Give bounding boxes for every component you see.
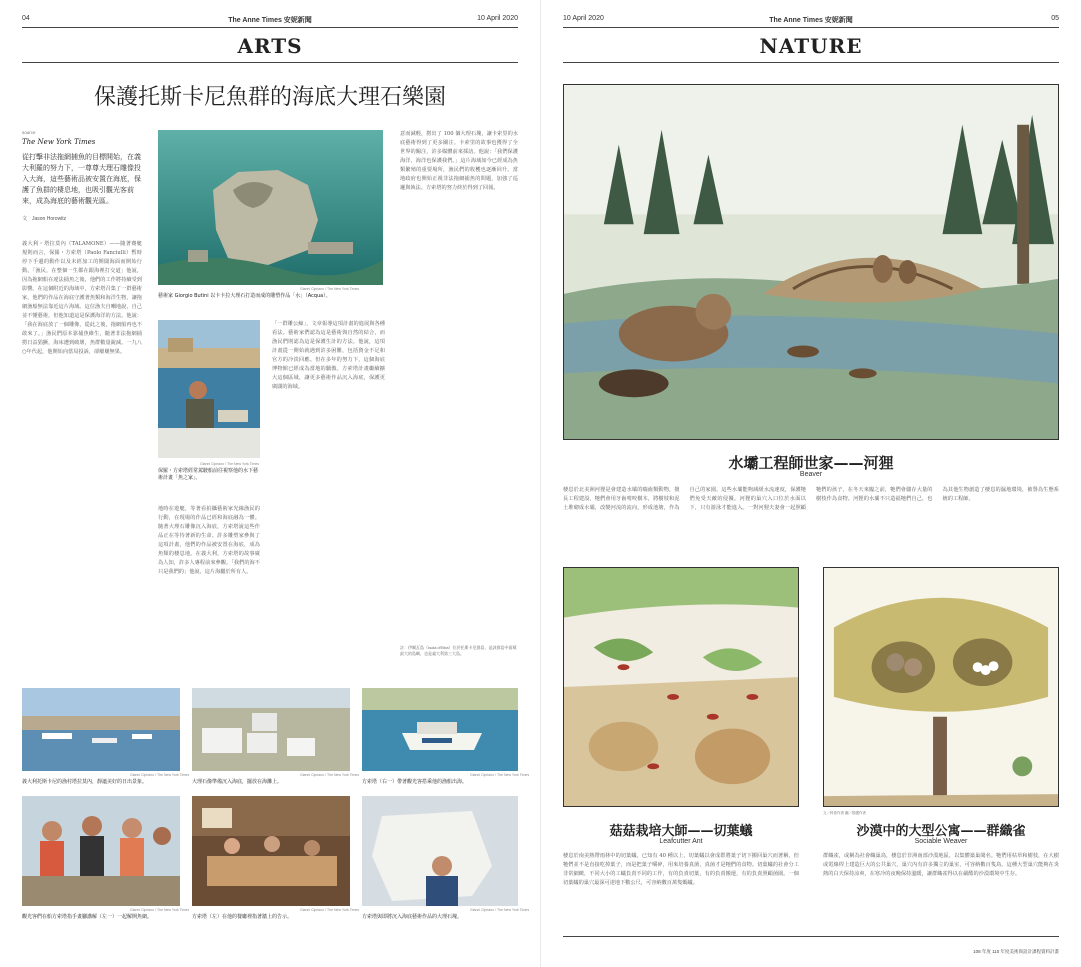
- header-rule: [563, 27, 1059, 28]
- section-title: ARTS: [237, 34, 303, 58]
- photo-credit: Gianni Cipriano / The New York Times: [200, 462, 260, 466]
- body-column-4: 意而減輕，撈出了 100 個大理石塊，讓卡索里的水底藝術得到了更多關注。卡索里的故事也獲得了全世界的關注，許多媒體前來採訪。他說：「我們保護海洋，海洋也保護我們。」這片海域如今已經成為魚類繁殖的重要場所，漁民們的收穫也逐漸回升。當地政府也開始正視非法拖網捕魚的問題，加強了巡邏與執法。方索塔的努力終於得到了回報。: [400, 131, 518, 191]
- photo-caption: 保羅・方索塔經常駕駛船前往視察他的水下藝術計畫「魚之家」。: [158, 468, 259, 481]
- section-rule: [22, 62, 518, 63]
- weaver-title: 沙漠中的大型公寓——群織雀: [856, 824, 1026, 839]
- photo-caption: 方索塔（右一）帶著觀光客搭乘他的漁船出海。: [362, 779, 468, 785]
- beaver-illustration: [563, 84, 1059, 440]
- body-column-2: 地時在遊艇，等著看拍攝藝術家光線漁民的行動，在現場的作品已經和海底融為一體。隨著大理石雕像沉入海底，方索塔說這些作品正在等待著新的生命。許多雕塑家參與了這項計畫，他們的作品被安置在海底，成為魚類的棲息地。在義大利，方索塔的故事廣為人知，許多人專程前來參觀。「我們的海不只是我們的」他說，這片海屬於所有人。: [158, 506, 260, 575]
- left-page: [0, 0, 540, 967]
- marble-block-man-photo: [362, 796, 518, 906]
- article-lead: 從打擊非法拖網捕魚的目標開始，在義大利羅的努力下，一尊尊大理石雕像投入大海，這些藝術品被安置在海底，保護了魚群的棲息地，也吸引觀光客前來，成為海底的藝術觀光區。: [22, 153, 141, 205]
- header-rule: [22, 27, 518, 28]
- footer-rule: [563, 936, 1059, 937]
- weaver-subtitle: Sociable Weaver: [914, 838, 968, 845]
- beaver-text: 棲息於北美洲河狸是會建造水壩的嚙齒類動物，擅長工程建設，牠們會用牙齒啃咬樹木，將樹枝和泥土堆砌成水壩，改變河流的流向，形成池塘，作為自己的家園。這些水壩能夠減緩水流速度，保護牠們免受天敵的侵擾。河狸的巢穴入口位於水面以下，只有游泳才能進入。一對河狸夫妻會一起照顧牠們的孩子，在冬天來臨之前，牠們會儲存大量的樹枝作為食物。河狸的水壩不只造福牠們自己，也為其他生物創造了棲息的濕地環境，被譽為生態系統的工程師。: [563, 487, 1059, 511]
- photo-credit: Gianni Cipriano / The New York Times: [130, 908, 190, 912]
- body-column-3: 「一群雕公鯨」，文章報導這項計畫的進展與各種看法。藝術家們認為這是藝術與自然的結合，而漁民們則認為這是保護生計的方法。他說，這項計畫從一開始就遇到許多困難，包括資金不足和官方的冷淡回應。但在多年的努力下，這個海底博物館已經成為當地的驕傲。方索塔計畫繼續擴大這個區域，讓更多藝術作品沉入海底，保護更廣闊的海域。: [272, 321, 385, 390]
- source-name: The New York Times: [22, 138, 96, 146]
- masthead: The Anne Times 安妮新聞: [228, 17, 312, 24]
- article-headline: 保護托斯卡尼魚群的海底大理石樂園: [93, 85, 446, 110]
- issue-date: 10 April 2020: [477, 15, 518, 22]
- beaver-title: 水壩工程師世家——河狸: [728, 454, 894, 472]
- ant-subtitle: Leafcutter Ant: [659, 838, 703, 845]
- section-rule: [563, 62, 1059, 63]
- photo-caption: 觀光客們在船方索塔指手畫腳講解（左一）一起解開魚網。: [22, 914, 153, 920]
- leafcutter-ant-illustration: [563, 567, 799, 807]
- page-footer: 108 年度 110 年度美術與設計課程資料計畫: [973, 949, 1059, 954]
- tour-boat-photo: [362, 688, 518, 771]
- photo-caption: 義大利托斯卡尼的漁村塔拉莫內，靜謐美好的日出景象。: [22, 779, 148, 785]
- footnote: 註：伊爾瓦島（Isola d'Elba）位於托斯卡尼群島，是該群島中面積最大的島嶼，也是義大利第三大島。: [400, 645, 517, 656]
- section-title: NATURE: [759, 34, 863, 58]
- photo-caption: 方索塔與即將沉入海底藝術作品的大理石塊。: [362, 914, 463, 920]
- photo-credit: Gianni Cipriano / The New York Times: [470, 908, 530, 912]
- ant-text: 棲息於南美熱帶雨林中的切葉蟻，已知有 40 種以上，切葉蟻以會成群將葉子切下搬回巢穴而著稱，但牠們並不是直接吃掉葉子，而是把葉子嚼碎，用來培養真菌，真菌才是牠們的食物。切葉蟻的社會分工非常細緻，不同大小的工蟻負責不同的工作，有的負責切葉，有的負責搬運，有的負責照顧菌園。一個切葉蟻的巢穴最深可達地下數公尺，可容納數百萬隻螞蟻。: [563, 853, 799, 886]
- issue-date: 10 April 2020: [563, 15, 604, 22]
- photo-caption: 大理石像準備沉入海底，擺放在海灘上。: [192, 779, 283, 785]
- byline: 文 Jason Horowitz: [22, 216, 67, 222]
- page-header: [22, 15, 518, 27]
- page-number: 05: [1051, 15, 1059, 22]
- sociable-weaver-illustration: [823, 567, 1059, 807]
- photo-credit: Gianni Cipriano / The New York Times: [300, 773, 360, 777]
- photo-credit: Gianni Cipriano / The New York Times: [300, 908, 360, 912]
- fisherman-boat-photo: [158, 320, 260, 458]
- ant-title: 菇菇栽培大師——切葉蟻: [609, 824, 753, 839]
- page-number: 04: [22, 15, 30, 22]
- masthead: The Anne Times 安妮新聞: [769, 17, 853, 24]
- marble-blocks-photo: [192, 688, 350, 771]
- photo-credit: Gianni Cipriano / The New York Times: [470, 773, 530, 777]
- beaver-subtitle: Beaver: [799, 471, 823, 478]
- weaver-text: 群織雀，或稱為社會織巢鳥，棲息於非洲南部沙漠地區，以集體築巢聞名。牠們用枯草和樹枝，在大樹或電線桿上建造巨大的公共巢穴，巢穴內有許多獨立的巢室，可容納數百隻鳥。這種大型巢穴能夠在炎熱的白天保持涼爽，在寒冷的夜晚保持溫暖，讓群織雀得以在嚴酷的沙漠環境中生存。: [823, 853, 1059, 877]
- source-label: source: [22, 130, 36, 135]
- photo-credit: Gianni Cipriano / The New York Times: [130, 773, 190, 777]
- photo-caption: 方索塔（左）在他的餐廳裡指著牆上的告示。: [192, 914, 293, 920]
- page-header: [563, 15, 1059, 27]
- body-column-1: 義大利・塔拉莫內（TALAMONE）——隨著賽艇規則而言，保羅・方索塔（Paolo Fanciulli）暫時停下手邊的動作以及未經加工的開闊海面而開始行動。「漁民，在整個一生都在跟海裡打交道」他說，因為拖網船在違法捕魚之後，他們的工作將持續受到影響。在這個附近的海域中，方索塔召集了一群藝術家，他們的作品在海底守護著魚類和海洋生物，讓拖網漁船無法靠近這片海域。這位漁夫自嘲地說，自己並不懂藝術，但他知道這是保護海洋的方法。他說：「我在海底放了一個雕像，從此之後，拖網船再也不敢來了。」漁民們原本靠捕魚維生，隨著非法拖網捕撈日益猖獗，海床遭到破壞，魚群數量銳減。一九八○年代起，他開始向當局投訴，卻屢屢無果。: [22, 241, 142, 355]
- photo-caption: 藝術家 Giorgio Butini 以卡卡拉大理石打造而成的雕塑作品「水」（Acqua）。: [158, 293, 331, 299]
- photo-credit: Gianni Cipriano / The New York Times: [300, 287, 360, 291]
- fishing-net-photo: [22, 796, 180, 906]
- article-blurb: [22, 130, 142, 222]
- illustration-credit: 文／科普作者 圖／插畫作者: [823, 811, 866, 815]
- restaurant-photo: [192, 796, 350, 906]
- underwater-statue-photo: [158, 130, 383, 285]
- harbor-photo: [22, 688, 180, 771]
- right-page: [541, 0, 1081, 967]
